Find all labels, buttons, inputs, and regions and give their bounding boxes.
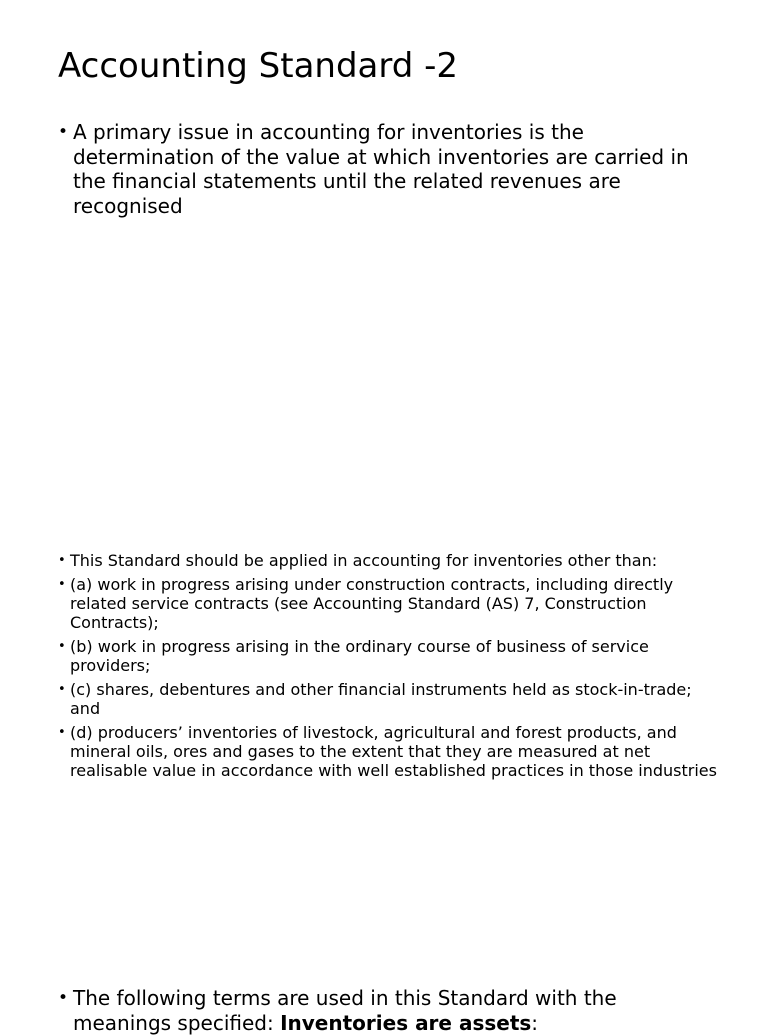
list-item: [58, 551, 718, 570]
list-item: [58, 680, 718, 718]
bullet-icon: •: [58, 988, 69, 1008]
list-item: [58, 575, 718, 632]
bullet-text: The following terms are used in this Standard with the meanings specified:: [73, 986, 617, 1035]
bullet-text: (c) shares, debentures and other financial instruments held as stock-in-trade; and: [70, 680, 692, 718]
bullet-icon: •: [58, 639, 66, 654]
bullet-text: (b) work in progress arising in the ordinary course of business of service providers;: [70, 637, 649, 675]
bullet-icon: •: [58, 577, 66, 592]
bullet-icon: •: [58, 682, 66, 697]
bullet-icon: •: [58, 725, 66, 740]
bullet-text: (d) producers’ inventories of livestock, agricultural and forest products, and mineral oils, ores and gases to the extent that they are measured at net realisable value in accordance with well established practices in those industries: [70, 723, 717, 780]
bullet-text: This Standard should be applied in accounting for inventories other than:: [70, 551, 658, 570]
bullet-text: (a) work in progress arising under construction contracts, including directly related service contracts (see Accounting Standard (AS) 7, Construction Contracts);: [70, 575, 674, 632]
list-item: [58, 986, 708, 1035]
bullet-bold-text: Inventories are assets: [280, 1010, 532, 1035]
list-item: [58, 637, 718, 675]
slide1-bullet-list: [58, 120, 698, 218]
list-item: [58, 723, 718, 780]
slide3-bullet-list: [58, 986, 708, 1035]
slide-title: Accounting Standard -2: [58, 46, 459, 86]
bullet-text: A primary issue in accounting for inventories is the determination of the value at which inventories are carried in the financial statements until the related revenues are recognised: [73, 120, 689, 218]
bullet-icon: •: [58, 553, 66, 568]
bullet-icon: •: [58, 122, 69, 142]
list-item: [58, 120, 698, 218]
bullet-tail-text: :: [531, 1010, 539, 1035]
slide2-bullet-list: [58, 551, 718, 785]
